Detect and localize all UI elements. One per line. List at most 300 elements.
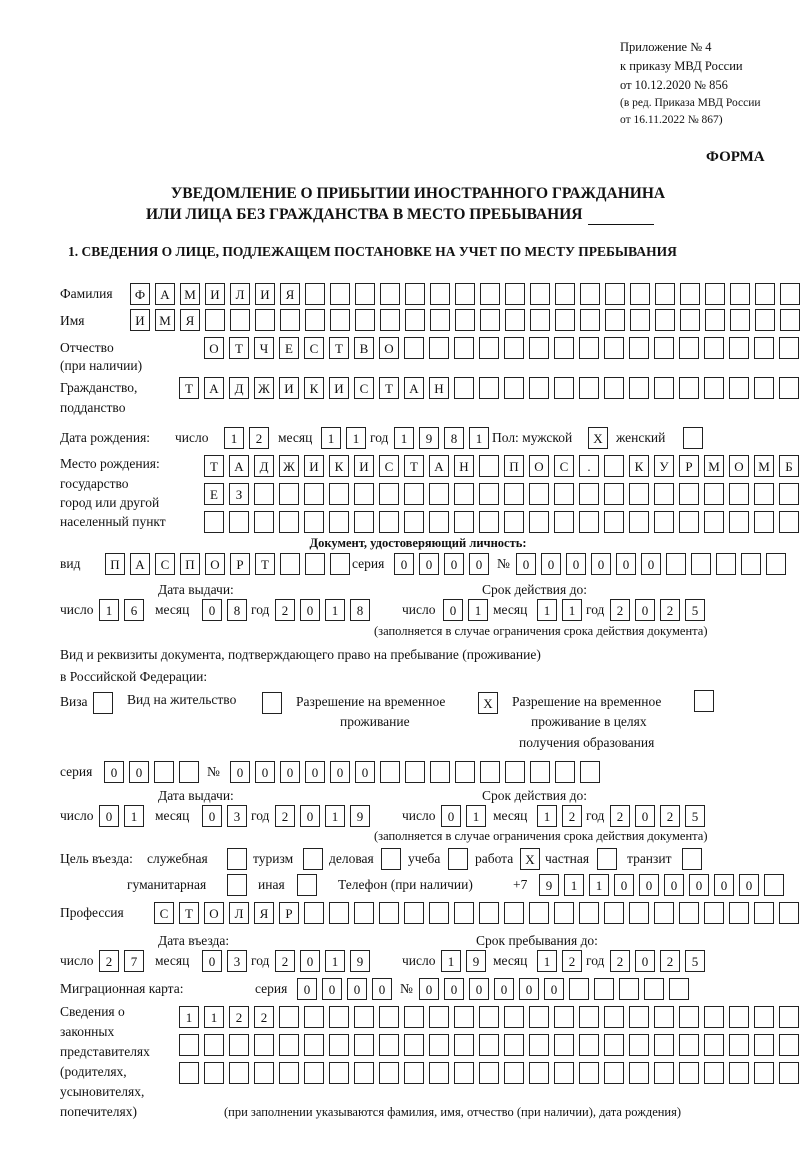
char-box[interactable] bbox=[604, 1006, 624, 1028]
char-box[interactable]: З bbox=[229, 483, 249, 505]
char-box[interactable] bbox=[303, 848, 323, 870]
char-box[interactable]: 0 bbox=[305, 761, 325, 783]
char-box[interactable]: К bbox=[329, 455, 349, 477]
char-box[interactable] bbox=[554, 377, 574, 399]
char-box[interactable]: 0 bbox=[104, 761, 124, 783]
char-box[interactable] bbox=[729, 511, 749, 533]
char-box[interactable] bbox=[429, 1006, 449, 1028]
char-box[interactable] bbox=[404, 511, 424, 533]
char-box[interactable] bbox=[454, 337, 474, 359]
char-box[interactable]: О bbox=[205, 553, 225, 575]
char-box[interactable] bbox=[729, 337, 749, 359]
char-box[interactable] bbox=[754, 377, 774, 399]
char-box[interactable]: В bbox=[354, 337, 374, 359]
char-box[interactable] bbox=[605, 283, 625, 305]
char-box[interactable]: 1 bbox=[564, 874, 584, 896]
char-box[interactable] bbox=[280, 309, 300, 331]
char-box[interactable]: 0 bbox=[441, 805, 461, 827]
char-box[interactable] bbox=[679, 902, 699, 924]
char-box[interactable] bbox=[729, 483, 749, 505]
char-box[interactable] bbox=[279, 1062, 299, 1084]
char-box[interactable] bbox=[304, 1034, 324, 1056]
char-box[interactable] bbox=[554, 1062, 574, 1084]
char-box[interactable] bbox=[754, 483, 774, 505]
char-box[interactable]: 0 bbox=[616, 553, 636, 575]
char-box[interactable] bbox=[504, 1006, 524, 1028]
char-box[interactable]: А bbox=[429, 455, 449, 477]
char-box[interactable] bbox=[605, 309, 625, 331]
char-box[interactable] bbox=[529, 1034, 549, 1056]
char-box[interactable] bbox=[504, 511, 524, 533]
char-box[interactable]: 1 bbox=[325, 805, 345, 827]
char-box[interactable] bbox=[579, 337, 599, 359]
char-box[interactable] bbox=[704, 1062, 724, 1084]
char-box[interactable]: 0 bbox=[280, 761, 300, 783]
purpose-humanitarian-checkbox[interactable] bbox=[227, 874, 247, 896]
char-box[interactable] bbox=[279, 511, 299, 533]
char-box[interactable] bbox=[405, 761, 425, 783]
char-box[interactable] bbox=[780, 283, 800, 305]
char-box[interactable] bbox=[304, 1006, 324, 1028]
id-kind-field[interactable] bbox=[105, 553, 350, 575]
char-box[interactable] bbox=[780, 309, 800, 331]
char-box[interactable]: 5 bbox=[685, 805, 705, 827]
char-box[interactable]: 0 bbox=[469, 978, 489, 1000]
char-box[interactable]: 2 bbox=[610, 950, 630, 972]
birth-day-field[interactable] bbox=[224, 427, 269, 449]
char-box[interactable] bbox=[404, 483, 424, 505]
char-box[interactable] bbox=[779, 1062, 799, 1084]
name-field[interactable] bbox=[130, 309, 800, 331]
char-box[interactable]: Е bbox=[279, 337, 299, 359]
char-box[interactable]: 0 bbox=[739, 874, 759, 896]
char-box[interactable]: 9 bbox=[466, 950, 486, 972]
char-box[interactable]: 1 bbox=[468, 599, 488, 621]
char-box[interactable]: Р bbox=[679, 455, 699, 477]
char-box[interactable]: А bbox=[404, 377, 424, 399]
char-box[interactable]: Т bbox=[329, 337, 349, 359]
char-box[interactable] bbox=[654, 377, 674, 399]
char-box[interactable] bbox=[680, 309, 700, 331]
id-valid-day[interactable] bbox=[443, 599, 488, 621]
char-box[interactable]: 1 bbox=[394, 427, 414, 449]
char-box[interactable]: Т bbox=[179, 902, 199, 924]
char-box[interactable] bbox=[504, 337, 524, 359]
purpose-business-checkbox[interactable] bbox=[381, 848, 401, 870]
char-box[interactable] bbox=[429, 337, 449, 359]
char-box[interactable]: 1 bbox=[224, 427, 244, 449]
char-box[interactable] bbox=[204, 511, 224, 533]
char-box[interactable]: 5 bbox=[685, 950, 705, 972]
char-box[interactable]: И bbox=[329, 377, 349, 399]
char-box[interactable]: А bbox=[155, 283, 175, 305]
representatives-row-1[interactable] bbox=[179, 1006, 799, 1028]
char-box[interactable]: 0 bbox=[129, 761, 149, 783]
char-box[interactable] bbox=[179, 1062, 199, 1084]
char-box[interactable] bbox=[354, 902, 374, 924]
char-box[interactable] bbox=[754, 902, 774, 924]
char-box[interactable]: У bbox=[654, 455, 674, 477]
char-box[interactable]: 0 bbox=[469, 553, 489, 575]
char-box[interactable] bbox=[629, 483, 649, 505]
char-box[interactable] bbox=[429, 511, 449, 533]
char-box[interactable]: Т bbox=[379, 377, 399, 399]
char-box[interactable]: Р bbox=[230, 553, 250, 575]
entry-day[interactable] bbox=[99, 950, 144, 972]
char-box[interactable] bbox=[729, 377, 749, 399]
char-box[interactable] bbox=[305, 309, 325, 331]
char-box[interactable]: А bbox=[229, 455, 249, 477]
stay-valid-day[interactable] bbox=[441, 805, 486, 827]
char-box[interactable]: 0 bbox=[541, 553, 561, 575]
char-box[interactable] bbox=[479, 377, 499, 399]
char-box[interactable] bbox=[679, 337, 699, 359]
char-box[interactable]: 7 bbox=[124, 950, 144, 972]
char-box[interactable] bbox=[530, 283, 550, 305]
char-box[interactable]: 9 bbox=[539, 874, 559, 896]
char-box[interactable]: С bbox=[304, 337, 324, 359]
char-box[interactable]: О bbox=[729, 455, 749, 477]
char-box[interactable]: 5 bbox=[685, 599, 705, 621]
char-box[interactable] bbox=[254, 483, 274, 505]
char-box[interactable]: Л bbox=[230, 283, 250, 305]
char-box[interactable]: 0 bbox=[202, 599, 222, 621]
char-box[interactable] bbox=[354, 483, 374, 505]
char-box[interactable]: 3 bbox=[227, 805, 247, 827]
stay-issue-day[interactable] bbox=[99, 805, 144, 827]
char-box[interactable]: 2 bbox=[275, 805, 295, 827]
char-box[interactable] bbox=[330, 283, 350, 305]
char-box[interactable] bbox=[704, 483, 724, 505]
char-box[interactable]: 0 bbox=[255, 761, 275, 783]
char-box[interactable] bbox=[779, 1006, 799, 1028]
char-box[interactable] bbox=[429, 1034, 449, 1056]
char-box[interactable] bbox=[679, 377, 699, 399]
purpose-private-checkbox[interactable] bbox=[597, 848, 617, 870]
char-box[interactable] bbox=[654, 1062, 674, 1084]
char-box[interactable] bbox=[430, 283, 450, 305]
char-box[interactable] bbox=[654, 1034, 674, 1056]
char-box[interactable]: 0 bbox=[544, 978, 564, 1000]
char-box[interactable] bbox=[694, 690, 714, 712]
char-box[interactable] bbox=[629, 902, 649, 924]
char-box[interactable] bbox=[764, 874, 784, 896]
char-box[interactable]: 0 bbox=[641, 553, 661, 575]
char-box[interactable] bbox=[379, 1062, 399, 1084]
char-box[interactable]: 1 bbox=[537, 950, 557, 972]
char-box[interactable]: 1 bbox=[562, 599, 582, 621]
id-issue-year[interactable] bbox=[275, 599, 370, 621]
char-box[interactable] bbox=[654, 1006, 674, 1028]
stay-until-day[interactable] bbox=[441, 950, 486, 972]
char-box[interactable] bbox=[629, 377, 649, 399]
char-box[interactable]: 0 bbox=[635, 805, 655, 827]
char-box[interactable]: 1 bbox=[204, 1006, 224, 1028]
migration-number-field[interactable] bbox=[419, 978, 689, 1000]
purpose-transit-checkbox[interactable] bbox=[682, 848, 702, 870]
char-box[interactable] bbox=[529, 902, 549, 924]
char-box[interactable]: И bbox=[130, 309, 150, 331]
char-box[interactable] bbox=[629, 337, 649, 359]
char-box[interactable]: 2 bbox=[660, 950, 680, 972]
char-box[interactable] bbox=[654, 337, 674, 359]
char-box[interactable] bbox=[779, 483, 799, 505]
char-box[interactable]: Д bbox=[254, 455, 274, 477]
char-box[interactable] bbox=[405, 309, 425, 331]
char-box[interactable] bbox=[230, 309, 250, 331]
char-box[interactable]: Е bbox=[204, 483, 224, 505]
char-box[interactable] bbox=[754, 337, 774, 359]
title-blank-line[interactable] bbox=[588, 210, 654, 225]
char-box[interactable] bbox=[597, 848, 617, 870]
char-box[interactable]: 0 bbox=[297, 978, 317, 1000]
representatives-row-3[interactable] bbox=[179, 1062, 799, 1084]
purpose-other-checkbox[interactable] bbox=[297, 874, 317, 896]
char-box[interactable]: 1 bbox=[537, 805, 557, 827]
char-box[interactable]: 2 bbox=[610, 599, 630, 621]
char-box[interactable] bbox=[505, 283, 525, 305]
id-issue-month[interactable] bbox=[202, 599, 247, 621]
char-box[interactable] bbox=[604, 455, 624, 477]
char-box[interactable] bbox=[354, 1062, 374, 1084]
char-box[interactable]: 0 bbox=[300, 950, 320, 972]
char-box[interactable] bbox=[729, 1062, 749, 1084]
char-box[interactable] bbox=[454, 902, 474, 924]
birthplace-row-1[interactable] bbox=[204, 455, 799, 477]
char-box[interactable] bbox=[530, 761, 550, 783]
purpose-work-checkbox[interactable] bbox=[520, 848, 540, 870]
char-box[interactable]: 0 bbox=[591, 553, 611, 575]
char-box[interactable]: Я bbox=[254, 902, 274, 924]
birthplace-row-3[interactable] bbox=[204, 511, 799, 533]
char-box[interactable] bbox=[730, 283, 750, 305]
char-box[interactable] bbox=[730, 309, 750, 331]
char-box[interactable] bbox=[604, 337, 624, 359]
char-box[interactable] bbox=[405, 283, 425, 305]
char-box[interactable]: М bbox=[754, 455, 774, 477]
char-box[interactable]: 1 bbox=[441, 950, 461, 972]
stay-number-field[interactable] bbox=[230, 761, 600, 783]
char-box[interactable] bbox=[454, 1006, 474, 1028]
char-box[interactable]: Н bbox=[454, 455, 474, 477]
char-box[interactable]: 2 bbox=[610, 805, 630, 827]
char-box[interactable]: Л bbox=[229, 902, 249, 924]
char-box[interactable] bbox=[679, 1034, 699, 1056]
char-box[interactable]: 0 bbox=[322, 978, 342, 1000]
char-box[interactable] bbox=[679, 483, 699, 505]
char-box[interactable]: 2 bbox=[99, 950, 119, 972]
char-box[interactable]: X bbox=[478, 692, 498, 714]
char-box[interactable] bbox=[579, 1062, 599, 1084]
char-box[interactable] bbox=[429, 483, 449, 505]
char-box[interactable] bbox=[429, 1062, 449, 1084]
char-box[interactable] bbox=[404, 1034, 424, 1056]
char-box[interactable]: 1 bbox=[321, 427, 341, 449]
char-box[interactable] bbox=[579, 1006, 599, 1028]
char-box[interactable]: 2 bbox=[249, 427, 269, 449]
char-box[interactable] bbox=[655, 283, 675, 305]
char-box[interactable] bbox=[655, 309, 675, 331]
char-box[interactable] bbox=[480, 283, 500, 305]
char-box[interactable] bbox=[654, 483, 674, 505]
char-box[interactable] bbox=[729, 1034, 749, 1056]
char-box[interactable]: 0 bbox=[635, 950, 655, 972]
sex-male-checkbox[interactable] bbox=[588, 427, 608, 449]
char-box[interactable] bbox=[579, 377, 599, 399]
stay-series-field[interactable] bbox=[104, 761, 199, 783]
char-box[interactable] bbox=[755, 283, 775, 305]
char-box[interactable] bbox=[529, 337, 549, 359]
char-box[interactable]: М bbox=[704, 455, 724, 477]
char-box[interactable] bbox=[504, 483, 524, 505]
char-box[interactable]: X bbox=[520, 848, 540, 870]
char-box[interactable]: 0 bbox=[516, 553, 536, 575]
char-box[interactable]: Ж bbox=[279, 455, 299, 477]
citizenship-field[interactable] bbox=[179, 377, 799, 399]
char-box[interactable] bbox=[704, 1034, 724, 1056]
char-box[interactable] bbox=[555, 283, 575, 305]
char-box[interactable] bbox=[404, 902, 424, 924]
char-box[interactable]: Т bbox=[229, 337, 249, 359]
char-box[interactable] bbox=[604, 1062, 624, 1084]
char-box[interactable] bbox=[779, 1034, 799, 1056]
patronymic-field[interactable] bbox=[204, 337, 799, 359]
char-box[interactable]: 2 bbox=[562, 950, 582, 972]
char-box[interactable] bbox=[630, 309, 650, 331]
char-box[interactable] bbox=[479, 483, 499, 505]
char-box[interactable] bbox=[680, 283, 700, 305]
birth-month-field[interactable] bbox=[321, 427, 366, 449]
stay-issue-year[interactable] bbox=[275, 805, 370, 827]
char-box[interactable] bbox=[280, 553, 300, 575]
char-box[interactable] bbox=[304, 1062, 324, 1084]
char-box[interactable]: М bbox=[180, 283, 200, 305]
char-box[interactable] bbox=[380, 309, 400, 331]
char-box[interactable] bbox=[779, 337, 799, 359]
char-box[interactable] bbox=[229, 1034, 249, 1056]
char-box[interactable]: 2 bbox=[660, 805, 680, 827]
char-box[interactable] bbox=[329, 511, 349, 533]
char-box[interactable] bbox=[705, 283, 725, 305]
char-box[interactable] bbox=[254, 1034, 274, 1056]
char-box[interactable] bbox=[755, 309, 775, 331]
char-box[interactable] bbox=[629, 1006, 649, 1028]
char-box[interactable]: И bbox=[255, 283, 275, 305]
char-box[interactable] bbox=[729, 1006, 749, 1028]
char-box[interactable]: 1 bbox=[325, 599, 345, 621]
char-box[interactable]: 2 bbox=[229, 1006, 249, 1028]
char-box[interactable] bbox=[455, 309, 475, 331]
char-box[interactable] bbox=[604, 1034, 624, 1056]
char-box[interactable]: 1 bbox=[537, 599, 557, 621]
id-valid-month[interactable] bbox=[537, 599, 582, 621]
char-box[interactable] bbox=[205, 309, 225, 331]
char-box[interactable]: 0 bbox=[300, 805, 320, 827]
char-box[interactable] bbox=[454, 483, 474, 505]
stay-valid-month[interactable] bbox=[537, 805, 582, 827]
char-box[interactable] bbox=[554, 337, 574, 359]
char-box[interactable] bbox=[455, 283, 475, 305]
char-box[interactable] bbox=[529, 1006, 549, 1028]
char-box[interactable] bbox=[479, 455, 499, 477]
char-box[interactable] bbox=[629, 511, 649, 533]
char-box[interactable] bbox=[227, 848, 247, 870]
char-box[interactable] bbox=[705, 309, 725, 331]
char-box[interactable]: Т bbox=[255, 553, 275, 575]
char-box[interactable] bbox=[329, 1034, 349, 1056]
char-box[interactable] bbox=[479, 1034, 499, 1056]
char-box[interactable]: 1 bbox=[99, 599, 119, 621]
char-box[interactable] bbox=[554, 511, 574, 533]
char-box[interactable]: . bbox=[579, 455, 599, 477]
char-box[interactable] bbox=[704, 902, 724, 924]
char-box[interactable]: С bbox=[354, 377, 374, 399]
char-box[interactable] bbox=[704, 1006, 724, 1028]
char-box[interactable]: 0 bbox=[300, 599, 320, 621]
entry-year[interactable] bbox=[275, 950, 370, 972]
char-box[interactable]: 0 bbox=[635, 599, 655, 621]
char-box[interactable] bbox=[554, 1006, 574, 1028]
char-box[interactable]: 0 bbox=[347, 978, 367, 1000]
char-box[interactable] bbox=[729, 902, 749, 924]
char-box[interactable] bbox=[379, 483, 399, 505]
char-box[interactable]: 1 bbox=[179, 1006, 199, 1028]
char-box[interactable] bbox=[679, 1062, 699, 1084]
char-box[interactable] bbox=[227, 874, 247, 896]
phone-field[interactable] bbox=[539, 874, 784, 896]
char-box[interactable]: Т bbox=[179, 377, 199, 399]
char-box[interactable] bbox=[430, 761, 450, 783]
char-box[interactable] bbox=[629, 1062, 649, 1084]
char-box[interactable] bbox=[404, 337, 424, 359]
char-box[interactable] bbox=[329, 483, 349, 505]
char-box[interactable] bbox=[381, 848, 401, 870]
char-box[interactable] bbox=[379, 902, 399, 924]
char-box[interactable] bbox=[329, 902, 349, 924]
char-box[interactable] bbox=[644, 978, 664, 1000]
char-box[interactable] bbox=[297, 874, 317, 896]
char-box[interactable] bbox=[654, 511, 674, 533]
char-box[interactable] bbox=[529, 511, 549, 533]
char-box[interactable] bbox=[380, 283, 400, 305]
id-valid-year[interactable] bbox=[610, 599, 705, 621]
char-box[interactable] bbox=[679, 1006, 699, 1028]
entry-month[interactable] bbox=[202, 950, 247, 972]
char-box[interactable]: 1 bbox=[325, 950, 345, 972]
char-box[interactable]: П bbox=[180, 553, 200, 575]
char-box[interactable] bbox=[555, 761, 575, 783]
char-box[interactable] bbox=[379, 1034, 399, 1056]
char-box[interactable]: И bbox=[354, 455, 374, 477]
profession-field[interactable] bbox=[154, 902, 799, 924]
char-box[interactable] bbox=[504, 377, 524, 399]
char-box[interactable]: 1 bbox=[346, 427, 366, 449]
char-box[interactable] bbox=[779, 377, 799, 399]
char-box[interactable]: 9 bbox=[350, 950, 370, 972]
char-box[interactable] bbox=[530, 309, 550, 331]
purpose-service-checkbox[interactable] bbox=[227, 848, 247, 870]
char-box[interactable] bbox=[654, 902, 674, 924]
char-box[interactable] bbox=[479, 511, 499, 533]
char-box[interactable] bbox=[454, 377, 474, 399]
id-issue-day[interactable] bbox=[99, 599, 144, 621]
char-box[interactable] bbox=[580, 283, 600, 305]
char-box[interactable]: Н bbox=[429, 377, 449, 399]
char-box[interactable] bbox=[255, 309, 275, 331]
char-box[interactable] bbox=[682, 848, 702, 870]
char-box[interactable] bbox=[579, 483, 599, 505]
stay-issue-month[interactable] bbox=[202, 805, 247, 827]
